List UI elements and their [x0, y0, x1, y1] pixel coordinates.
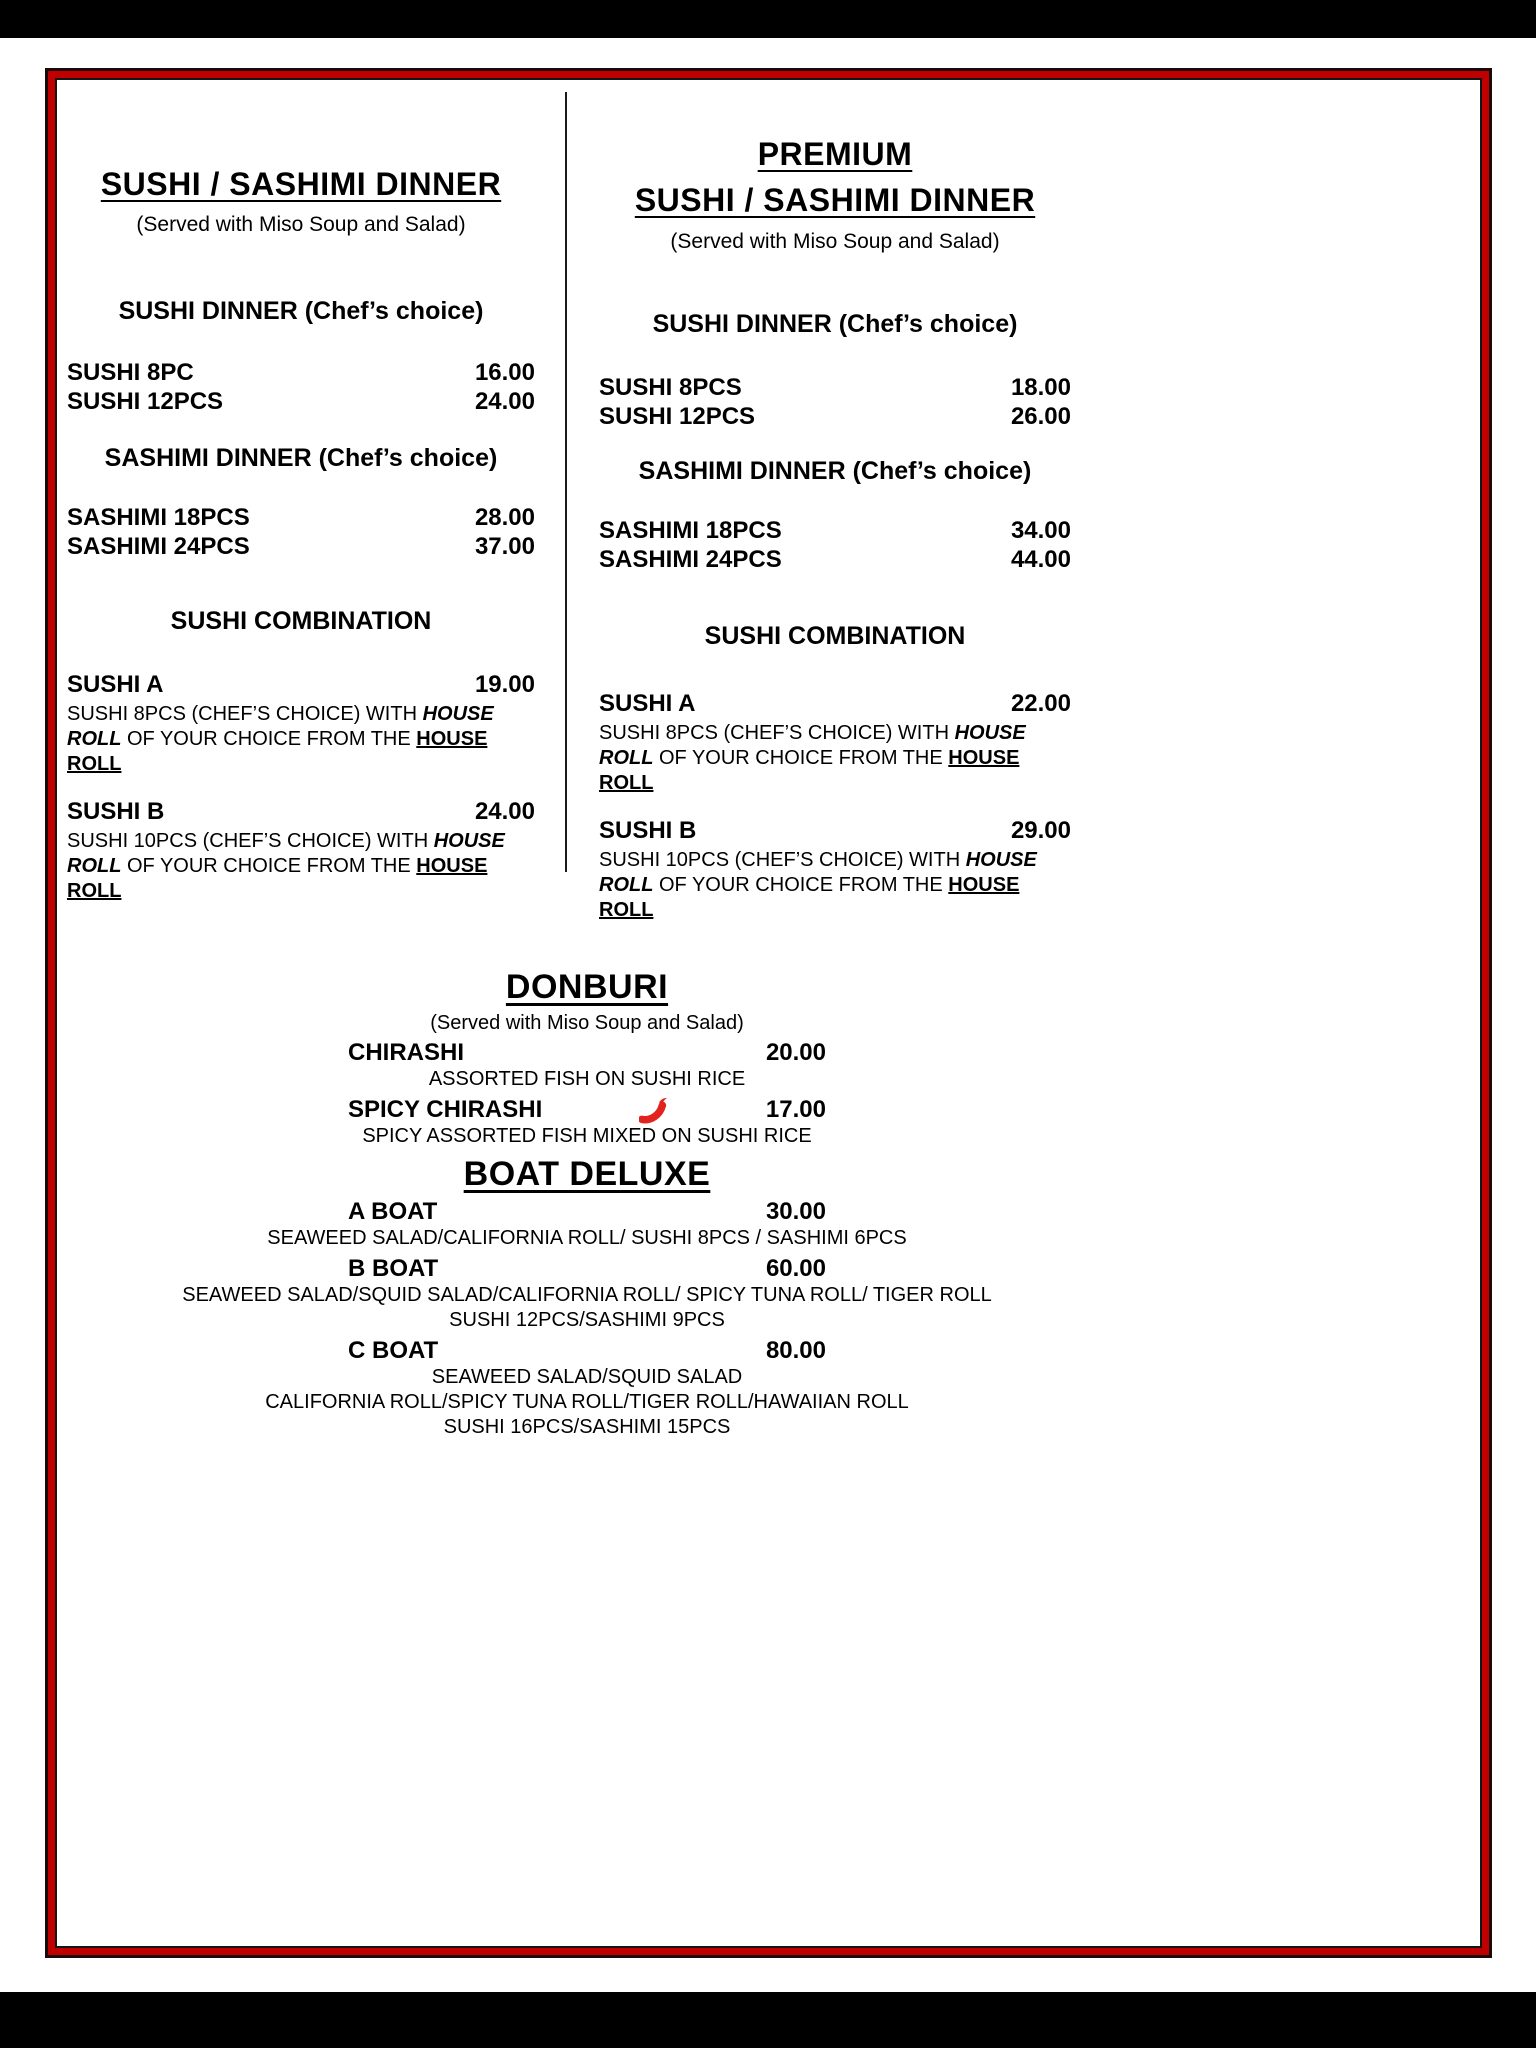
item-name: SASHIMI 24PCS — [67, 533, 250, 560]
left-sushi-combination-header: SUSHI COMBINATION — [170, 607, 432, 635]
menu-item-row — [348, 1197, 826, 1226]
item-name: SASHIMI 18PCS — [67, 504, 250, 531]
left-column-title: SUSHI / SASHIMI DINNER — [100, 166, 502, 202]
item-price: 30.00 — [765, 1198, 826, 1225]
left-sushi-dinner-items — [67, 358, 535, 416]
item-name: SPICY CHIRASHI — [348, 1096, 543, 1123]
item-description: SEAWEED SALAD/CALIFORNIA ROLL/ SUSHI 8PCS / SASHIMI 6PCS — [267, 1227, 907, 1249]
combo-desc-house-roll: HOUSE ROLL — [599, 849, 1037, 896]
combo-desc-text: SUSHI 8PCS (CHEF’S CHOICE) WITH — [599, 722, 955, 744]
section-premium-sushi-sashimi-dinner — [567, 80, 1133, 923]
menu-item-row — [599, 373, 1071, 402]
donburi-subtitle: (Served with Miso Soup and Salad) — [430, 1012, 744, 1034]
top-black-bar — [0, 0, 1536, 38]
item-price: 19.00 — [474, 671, 535, 698]
item-name: A BOAT — [348, 1198, 438, 1225]
combo-item-row — [67, 670, 535, 699]
combo-desc-text: SUSHI 10PCS (CHEF’S CHOICE) WITH — [599, 849, 966, 871]
combo-desc-house-roll: HOUSE ROLL — [599, 722, 1026, 769]
item-price: 37.00 — [474, 533, 535, 560]
right-sashimi-dinner-header: SASHIMI DINNER (Chef’s choice) — [638, 457, 1032, 485]
item-price: 22.00 — [1010, 690, 1071, 717]
combo-item-row — [599, 689, 1071, 718]
item-name: CHIRASHI — [348, 1039, 465, 1066]
menu-frame — [55, 78, 1482, 1948]
menu-item-row — [348, 1095, 826, 1124]
item-description: ASSORTED FISH ON SUSHI RICE — [428, 1068, 746, 1090]
item-price: 29.00 — [1010, 817, 1071, 844]
combo-desc-text: OF YOUR CHOICE FROM THE — [121, 855, 417, 877]
bottom-sections — [57, 968, 1117, 1440]
item-name: SUSHI B — [67, 798, 165, 825]
item-price: 18.00 — [1010, 374, 1071, 401]
item-price: 28.00 — [474, 504, 535, 531]
right-column-title-line1: PREMIUM — [757, 136, 913, 172]
left-sushi-dinner-header: SUSHI DINNER (Chef’s choice) — [118, 297, 484, 325]
item-description: SUSHI 16PCS/SASHIMI 15PCS — [443, 1416, 731, 1438]
right-sushi-dinner-header: SUSHI DINNER (Chef’s choice) — [652, 310, 1018, 338]
item-price: 80.00 — [765, 1337, 826, 1364]
right-sushi-combination-header: SUSHI COMBINATION — [704, 622, 966, 650]
right-column-title-line2: SUSHI / SASHIMI DINNER — [634, 182, 1036, 218]
menu-item-row — [67, 532, 535, 561]
menu-item-row — [599, 516, 1071, 545]
combo-desc-house-roll: HOUSE ROLL — [67, 703, 494, 750]
left-column-subtitle: (Served with Miso Soup and Salad) — [136, 213, 466, 236]
item-price: 16.00 — [474, 359, 535, 386]
item-price: 26.00 — [1010, 403, 1071, 430]
menu-item-row — [348, 1254, 826, 1283]
menu-item-row — [67, 387, 535, 416]
combo-desc-house-roll-underlined: HOUSE ROLL — [67, 728, 488, 775]
item-price: 24.00 — [474, 388, 535, 415]
combo-desc-house-roll-underlined: HOUSE ROLL — [599, 874, 1020, 921]
item-name: SUSHI 12PCS — [67, 388, 224, 415]
item-name: SUSHI A — [67, 671, 164, 698]
item-name: C BOAT — [348, 1337, 439, 1364]
item-price: 34.00 — [1010, 517, 1071, 544]
donburi-header: DONBURI — [505, 968, 669, 1006]
item-name: SASHIMI 24PCS — [599, 546, 782, 573]
combo-desc-text: SUSHI 10PCS (CHEF’S CHOICE) WITH — [67, 830, 434, 852]
combo-item-row — [599, 816, 1071, 845]
menu-item-row — [67, 358, 535, 387]
menu-item-row — [67, 503, 535, 532]
menu-item-row — [599, 402, 1071, 431]
combo-description — [599, 848, 1071, 923]
item-name: SUSHI 8PC — [67, 359, 194, 386]
left-sashimi-dinner-header: SASHIMI DINNER (Chef’s choice) — [104, 444, 498, 472]
item-price: 44.00 — [1010, 546, 1071, 573]
item-name: SUSHI A — [599, 690, 696, 717]
combo-desc-house-roll: HOUSE ROLL — [67, 830, 505, 877]
combo-desc-text: OF YOUR CHOICE FROM THE — [653, 874, 949, 896]
item-name: SUSHI 12PCS — [599, 403, 756, 430]
item-description: SUSHI 12PCS/SASHIMI 9PCS — [449, 1309, 725, 1331]
item-name: B BOAT — [348, 1255, 439, 1282]
menu-columns — [57, 80, 1480, 923]
menu-item-row — [599, 545, 1071, 574]
menu-item-row — [348, 1038, 826, 1067]
bottom-black-bar — [0, 1992, 1536, 2048]
combo-description — [599, 721, 1071, 796]
item-name: SUSHI B — [599, 817, 697, 844]
item-name: SUSHI 8PCS — [599, 374, 742, 401]
item-price: 20.00 — [765, 1039, 826, 1066]
left-sashimi-dinner-items — [67, 503, 535, 561]
item-description: SEAWEED SALAD/SQUID SALAD/CALIFORNIA ROLL/ SPICY TUNA ROLL/ TIGER ROLL — [182, 1284, 992, 1306]
item-price: 17.00 — [765, 1096, 826, 1123]
right-sashimi-dinner-items — [599, 516, 1071, 574]
menu-item-row — [348, 1336, 826, 1365]
combo-desc-text: OF YOUR CHOICE FROM THE — [121, 728, 417, 750]
combo-description — [67, 702, 535, 777]
combo-desc-text: SUSHI 8PCS (CHEF’S CHOICE) WITH — [67, 703, 423, 725]
item-description: SPICY ASSORTED FISH MIXED ON SUSHI RICE — [362, 1125, 812, 1147]
item-name: SASHIMI 18PCS — [599, 517, 782, 544]
combo-description — [67, 829, 535, 904]
item-price: 60.00 — [765, 1255, 826, 1282]
section-sushi-sashimi-dinner — [57, 80, 565, 904]
item-description: SEAWEED SALAD/SQUID SALAD — [431, 1366, 743, 1388]
combo-desc-text: OF YOUR CHOICE FROM THE — [653, 747, 949, 769]
chili-pepper-icon — [639, 1096, 669, 1124]
combo-item-row — [67, 797, 535, 826]
item-description: CALIFORNIA ROLL/SPICY TUNA ROLL/TIGER ROLL/HAWAIIAN ROLL — [265, 1391, 909, 1413]
combo-desc-house-roll-underlined: HOUSE ROLL — [67, 855, 488, 902]
right-column-subtitle: (Served with Miso Soup and Salad) — [670, 230, 1000, 253]
right-sushi-dinner-items — [599, 373, 1071, 431]
item-price: 24.00 — [474, 798, 535, 825]
boat-deluxe-header: BOAT DELUXE — [463, 1155, 711, 1193]
combo-desc-house-roll-underlined: HOUSE ROLL — [599, 747, 1020, 794]
